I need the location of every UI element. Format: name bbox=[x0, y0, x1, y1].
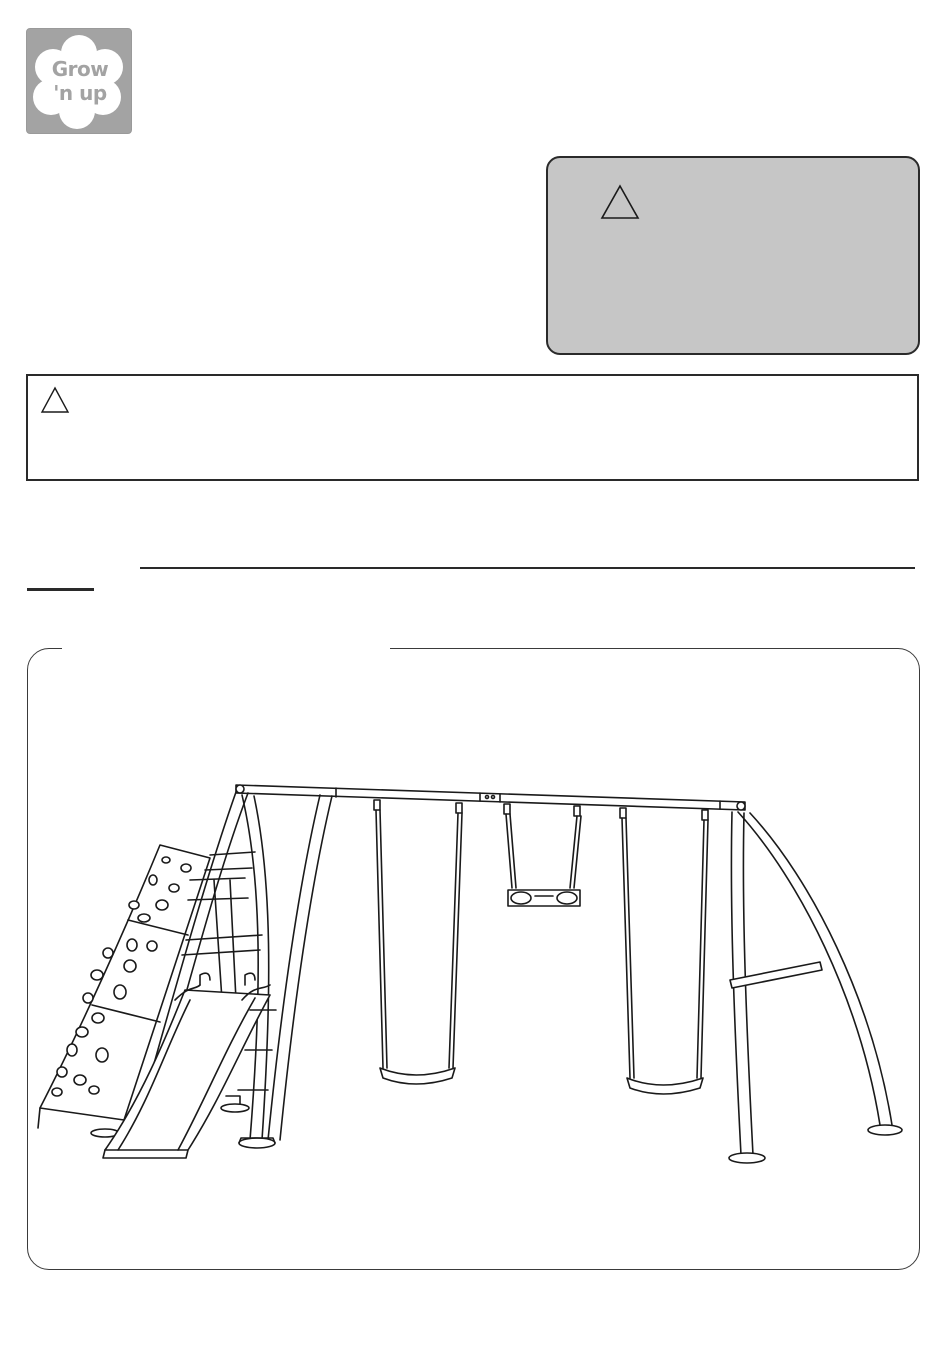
logo-text-line1: Grow bbox=[51, 57, 109, 81]
top-beam bbox=[236, 785, 745, 810]
swing-seat bbox=[374, 800, 462, 1084]
trapeze-bar bbox=[504, 804, 581, 906]
swing-frame bbox=[138, 792, 902, 1163]
logo-text-line2: 'n up bbox=[53, 81, 107, 105]
swing-seat bbox=[620, 808, 708, 1094]
